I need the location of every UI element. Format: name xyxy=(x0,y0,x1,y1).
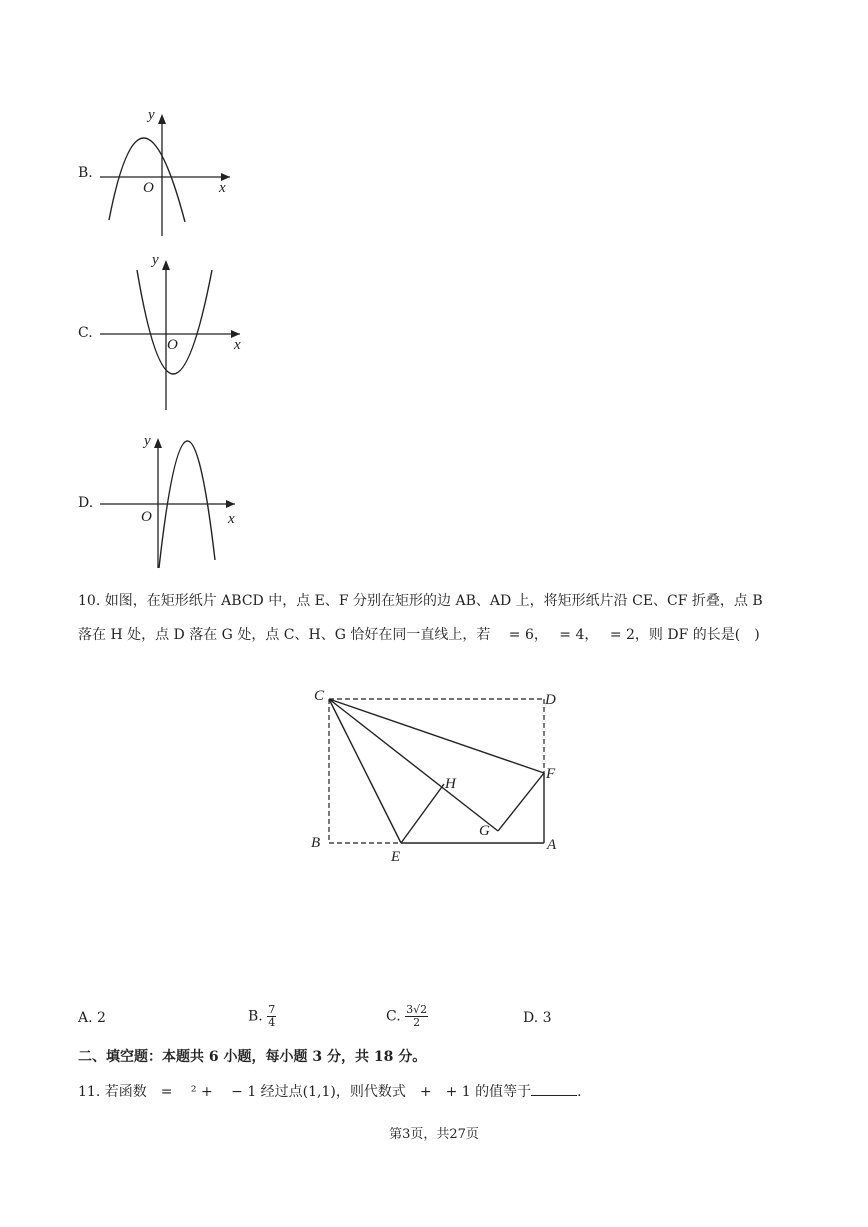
option-d-label: D. xyxy=(78,495,94,511)
page-footer: 第3页，共27页 xyxy=(389,1127,479,1142)
answer-a: A. 2 xyxy=(78,1010,106,1026)
origin-label: O xyxy=(143,180,154,196)
point-e-label: E xyxy=(391,849,401,865)
option-b-graph xyxy=(95,100,245,240)
answer-b-denominator: 4 xyxy=(268,1016,276,1029)
answer-c-denominator: 2 xyxy=(413,1016,421,1029)
point-f-label: F xyxy=(546,766,556,782)
answer-blank xyxy=(531,1083,577,1096)
answer-c-prefix: C. xyxy=(386,1008,401,1025)
point-b-label: B xyxy=(311,835,321,851)
option-c-label: C. xyxy=(78,325,93,341)
point-a-label: A xyxy=(547,837,557,853)
origin-label: O xyxy=(141,509,152,525)
question-10-figure xyxy=(300,680,580,870)
section-heading: 二、填空题：本题共 6 小题，每小题 3 分，共 18 分。 xyxy=(78,1049,427,1065)
option-b-label: B. xyxy=(78,165,93,181)
axis-y-label: y xyxy=(144,433,151,449)
axis-x-label: x xyxy=(228,511,235,527)
answer-d: D. 3 xyxy=(523,1010,552,1026)
question-11-text: 11. 若函数 = ² + − 1 经过点(1,1)，则代数式 + + 1 的值等于 xyxy=(78,1084,532,1100)
question-10-line-1: 10. 如图，在矩形纸片 ABCD 中，点 E、F 分别在矩形的边 AB、AD 上，将矩形纸片沿 CE、CF 折叠，点 B xyxy=(78,593,763,609)
point-h-label: H xyxy=(445,776,456,792)
question-11 xyxy=(78,1081,582,1101)
answer-b-numerator: 7 xyxy=(268,1003,276,1016)
option-c-graph xyxy=(95,248,255,413)
answer-b-prefix: B. xyxy=(248,1008,263,1025)
answer-b xyxy=(248,1004,276,1029)
axis-y-label: y xyxy=(148,107,155,123)
point-g-label: G xyxy=(479,823,490,839)
answer-c xyxy=(386,1004,428,1029)
question-10-line-2: 落在 H 处，点 D 落在 G 处，点 C、H、G 恰好在同一直线上，若 = 6， = 4， = 2，则 DF 的长是( ) xyxy=(78,627,760,643)
axis-y-label: y xyxy=(152,252,159,268)
answer-b-fraction xyxy=(267,1004,276,1029)
axis-x-label: x xyxy=(219,180,226,196)
axis-x-label: x xyxy=(234,337,241,353)
question-11-end: . xyxy=(577,1084,582,1100)
option-d-graph xyxy=(95,428,255,573)
point-c-label: C xyxy=(314,688,325,704)
point-d-label: D xyxy=(545,692,556,708)
origin-label: O xyxy=(167,337,178,353)
answer-c-fraction xyxy=(405,1004,428,1029)
answer-c-numerator: 3√2 xyxy=(406,1003,428,1016)
